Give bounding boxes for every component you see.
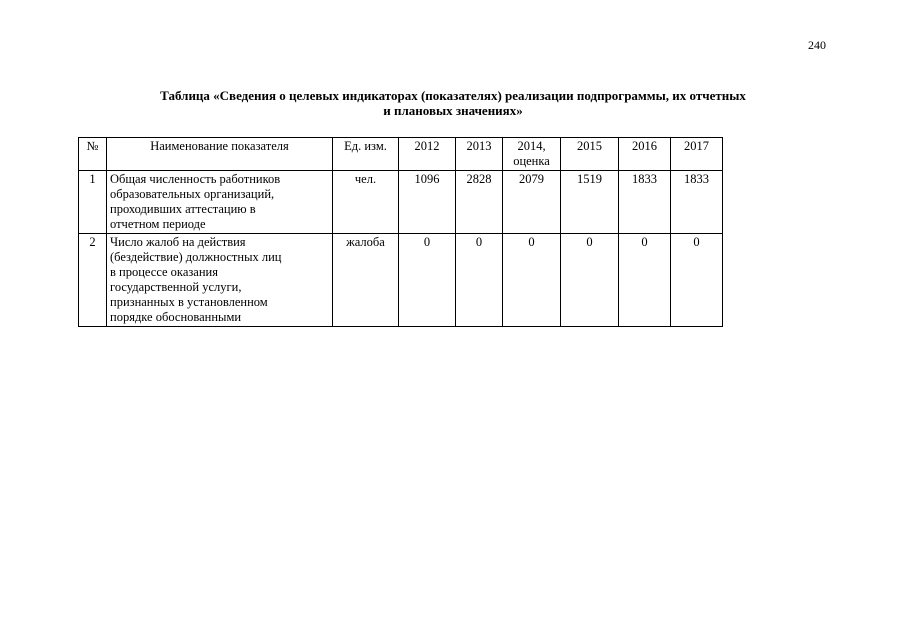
header-row	[79, 138, 723, 171]
title-line-2: и плановых значениях»	[383, 103, 523, 118]
header-num: №	[79, 138, 107, 171]
value-2012: 1096	[399, 171, 456, 234]
row-name-line: проходивших аттестацию в	[110, 202, 256, 216]
page-number: 240	[808, 38, 826, 52]
header-2014-year: 2014,	[517, 139, 546, 153]
row-unit: чел.	[333, 171, 399, 234]
value-2012: 0	[399, 234, 456, 327]
row-num: 2	[79, 234, 107, 327]
header-2014	[503, 138, 561, 171]
row-name-line: образовательных организаций,	[110, 187, 275, 201]
row-name	[107, 234, 333, 327]
row-num: 1	[79, 171, 107, 234]
indicators-table	[78, 137, 723, 327]
row-name-line: порядке обоснованными	[110, 310, 242, 324]
title-line-1: Таблица «Сведения о целевых индикаторах (показателях) реализации подпрограммы, их отчетных	[160, 88, 746, 103]
value-2015: 1519	[561, 171, 619, 234]
header-2014-note: оценка	[513, 154, 550, 168]
value-2017: 0	[671, 234, 723, 327]
table-row	[79, 234, 723, 327]
row-name-line: признанных в установленном	[110, 295, 268, 309]
header-name: Наименование показателя	[107, 138, 333, 171]
value-2013: 0	[456, 234, 503, 327]
value-2017: 1833	[671, 171, 723, 234]
row-name-line: Общая численность работников	[110, 172, 281, 186]
row-name-line: Число жалоб на действия	[110, 235, 246, 249]
value-2014: 2079	[503, 171, 561, 234]
header-2012: 2012	[399, 138, 456, 171]
row-name	[107, 171, 333, 234]
value-2016: 0	[619, 234, 671, 327]
row-unit: жалоба	[333, 234, 399, 327]
row-name-line: (бездействие) должностных лиц	[110, 250, 282, 264]
header-2015: 2015	[561, 138, 619, 171]
table-title	[96, 88, 810, 118]
row-name-line: государственной услуги,	[110, 280, 242, 294]
row-name-line: в процессе оказания	[110, 265, 218, 279]
table-row	[79, 171, 723, 234]
header-2017: 2017	[671, 138, 723, 171]
header-2016: 2016	[619, 138, 671, 171]
header-unit: Ед. изм.	[333, 138, 399, 171]
value-2015: 0	[561, 234, 619, 327]
value-2013: 2828	[456, 171, 503, 234]
value-2014: 0	[503, 234, 561, 327]
value-2016: 1833	[619, 171, 671, 234]
row-name-line: отчетном периоде	[110, 217, 206, 231]
header-2013: 2013	[456, 138, 503, 171]
